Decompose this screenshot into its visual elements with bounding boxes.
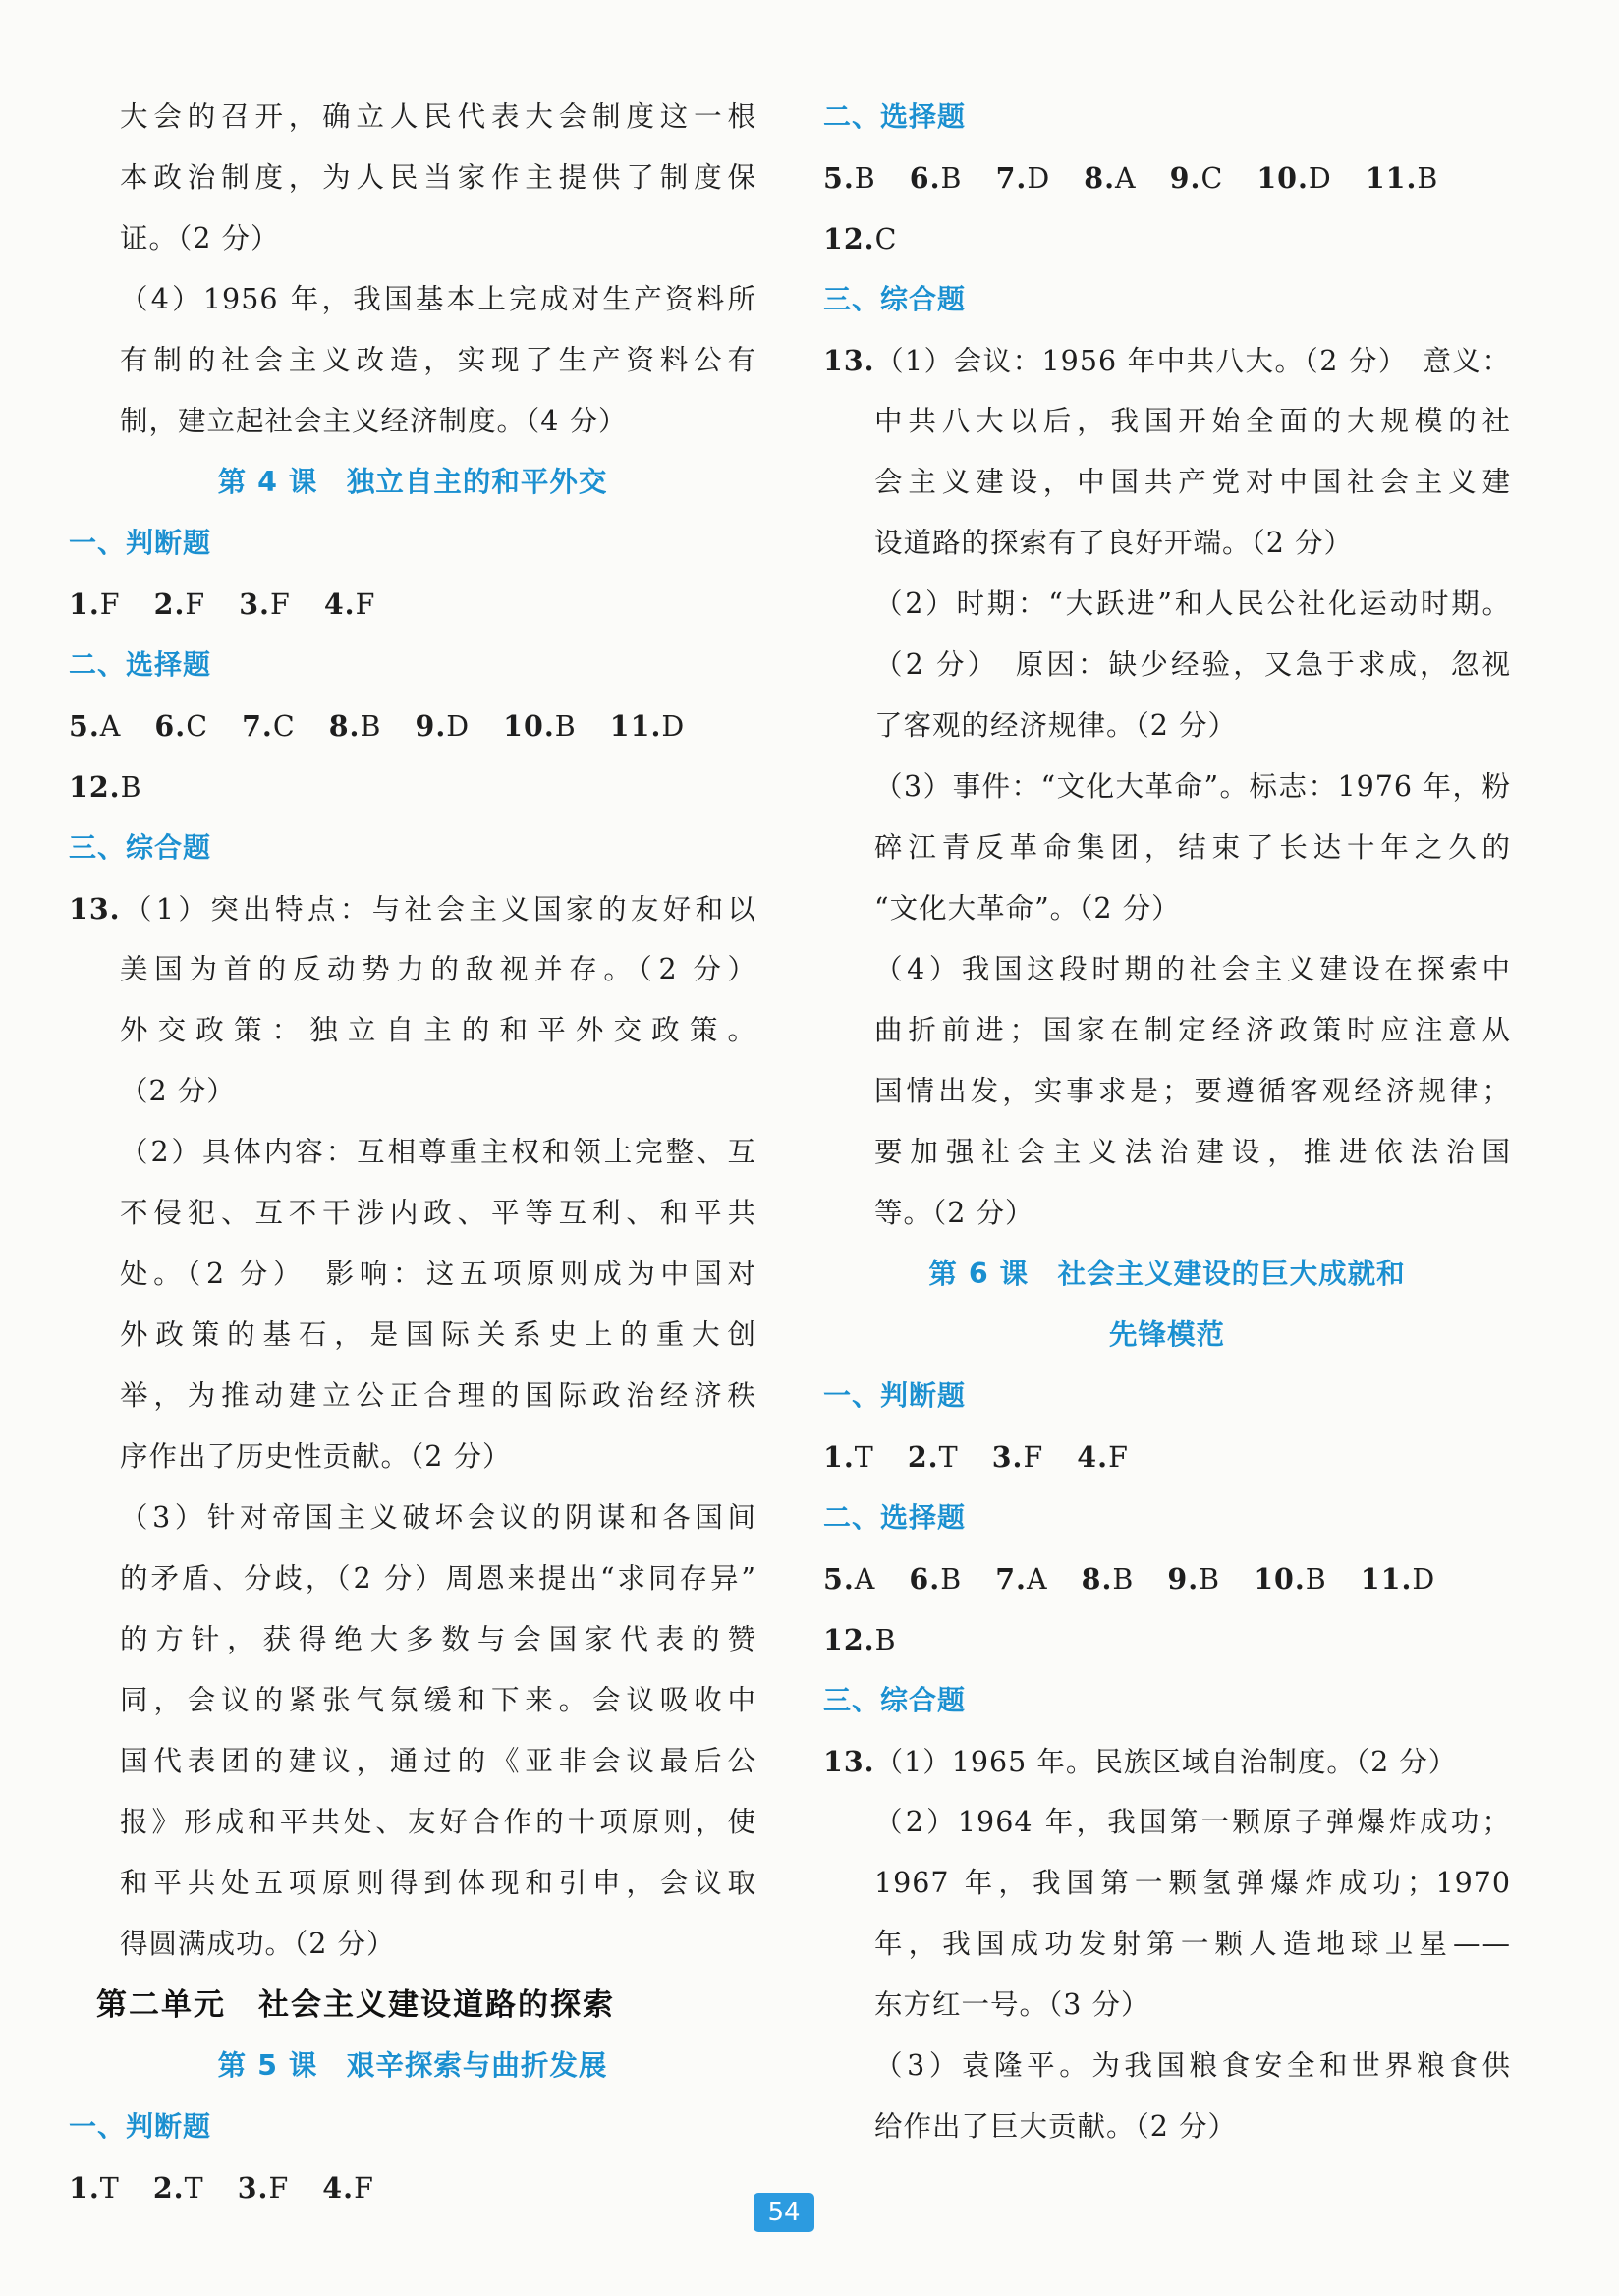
text-line: 要加强社会主义法治建设，推进依法治国 bbox=[874, 1136, 1511, 1168]
text-line: 证。（2 分） bbox=[120, 222, 280, 254]
text-line: 本政治制度，为人民当家作主提供了制度保 bbox=[120, 161, 756, 194]
section-heading: 二、选择题 bbox=[823, 100, 967, 133]
answer-row: 5.A 6.B 7.A 8.B 9.B 10.B 11.D bbox=[823, 1562, 1436, 1596]
lesson-5-title: 第 5 课 艰辛探索与曲折发展 bbox=[217, 2049, 608, 2082]
lesson-4-title: 第 4 课 独立自主的和平外交 bbox=[217, 466, 608, 498]
text-line: 年，我国成功发射第一颗人造地球卫星—— bbox=[874, 1928, 1511, 1960]
section-heading: 一、判断题 bbox=[69, 527, 212, 559]
text-line: 序作出了历史性贡献。（2 分） bbox=[120, 1440, 512, 1473]
text-line: （2）时期：“大跃进”和人民公社化运动时期。 bbox=[874, 588, 1511, 620]
text-line: 举，为推动建立公正合理的国际政治经济秩 bbox=[120, 1379, 756, 1412]
text-line: 中共八大以后，我国开始全面的大规模的社 bbox=[874, 405, 1511, 437]
lesson-6-title: 第 6 课 社会主义建设的巨大成就和 bbox=[928, 1258, 1406, 1290]
text-line: （3）袁隆平。为我国粮食安全和世界粮食供 bbox=[874, 2049, 1511, 2082]
answer-row: 1.F 2.F 3.F 4.F bbox=[69, 588, 376, 621]
section-heading: 一、判断题 bbox=[823, 1379, 967, 1412]
text-line: 曲折前进；国家在制定经济政策时应注意从 bbox=[874, 1014, 1511, 1046]
answer-row: 5.A 6.C 7.C 8.B 9.D 10.B 11.D bbox=[69, 709, 686, 743]
text-line: 有制的社会主义改造，实现了生产资料公有 bbox=[120, 344, 756, 376]
text-line: （2 分） 原因：缺少经验，又急于求成，忽视 bbox=[874, 648, 1511, 681]
answer-row: 1.T 2.T 3.F 4.F bbox=[69, 2171, 374, 2205]
text-line: 和平共处五项原则得到体现和引申，会议取 bbox=[120, 1867, 756, 1899]
left-column bbox=[69, 86, 756, 2218]
section-heading: 三、综合题 bbox=[823, 283, 967, 315]
text-line: （4）1956 年，我国基本上完成对生产资料所 bbox=[120, 283, 756, 315]
text-line: 1967 年，我国第一颗氢弹爆炸成功；1970 bbox=[874, 1867, 1511, 1899]
text-line: 报》形成和平共处、友好合作的十项原则，使 bbox=[120, 1806, 756, 1838]
text-line: 处。（2 分） 影响：这五项原则成为中国对 bbox=[120, 1258, 756, 1290]
section-heading: 二、选择题 bbox=[823, 1501, 967, 1534]
answer-row: 5.B 6.B 7.D 8.A 9.C 10.D 11.B bbox=[823, 161, 1439, 195]
text-line: 了客观的经济规律。（2 分） bbox=[874, 709, 1237, 742]
text-line: 得圆满成功。（2 分） bbox=[120, 1928, 396, 1960]
text-line: 13.（1）会议：1956 年中共八大。（2 分） 意义： bbox=[823, 344, 1511, 377]
page-number: 54 bbox=[754, 2193, 814, 2232]
text-line: 大会的召开，确立人民代表大会制度这一根 bbox=[120, 100, 756, 133]
text-line: （2）1964 年，我国第一颗原子弹爆炸成功； bbox=[874, 1806, 1511, 1838]
text-line: 制，建立起社会主义经济制度。（4 分） bbox=[120, 405, 628, 437]
text-line: 等。（2 分） bbox=[874, 1197, 1034, 1229]
lesson-6-title-cont: 先锋模范 bbox=[1108, 1318, 1225, 1351]
text-line: 不侵犯、互不干涉内政、平等互利、和平共 bbox=[120, 1197, 756, 1229]
text-line: 美国为首的反动势力的敌视并存。（2 分） bbox=[120, 953, 756, 985]
text-line: （2）具体内容：互相尊重主权和领土完整、互 bbox=[120, 1136, 756, 1168]
text-line: 国代表团的建议，通过的《亚非会议最后公 bbox=[120, 1745, 756, 1777]
section-heading: 一、判断题 bbox=[69, 2110, 212, 2143]
right-column bbox=[823, 86, 1511, 2157]
unit-2-title: 第二单元 社会主义建设道路的探索 bbox=[96, 1988, 615, 2023]
text-line: 设道路的探索有了良好开端。（2 分） bbox=[874, 527, 1353, 559]
answer-row: 12.C bbox=[823, 222, 898, 255]
answer-row: 12.B bbox=[823, 1623, 897, 1656]
section-heading: 二、选择题 bbox=[69, 648, 212, 681]
text-line: 13.（1）1965 年。民族区域自治制度。（2 分） bbox=[823, 1745, 1458, 1778]
section-heading: 三、综合题 bbox=[69, 831, 212, 864]
section-heading: 三、综合题 bbox=[823, 1684, 967, 1716]
answer-row: 12.B bbox=[69, 770, 142, 804]
text-line: 碎江青反革命集团，结束了长达十年之久的 bbox=[874, 831, 1511, 864]
text-line: 给作出了巨大贡献。（2 分） bbox=[874, 2110, 1237, 2143]
text-line: （2 分） bbox=[120, 1075, 236, 1107]
text-line: 外政策的基石，是国际关系史上的重大创 bbox=[120, 1318, 756, 1351]
text-line: 国情出发，实事求是；要遵循客观经济规律； bbox=[874, 1075, 1511, 1107]
text-line: 13.（1）突出特点：与社会主义国家的友好和以 bbox=[69, 892, 756, 925]
text-line: “文化大革命”。（2 分） bbox=[874, 892, 1181, 924]
text-line: （3）事件：“文化大革命”。标志：1976 年，粉 bbox=[874, 770, 1511, 803]
text-line: 东方红一号。（3 分） bbox=[874, 1988, 1150, 2021]
text-line: （4）我国这段时期的社会主义建设在探索中 bbox=[874, 953, 1511, 985]
text-line: 的方针，获得绝大多数与会国家代表的赞 bbox=[120, 1623, 756, 1655]
answer-row: 1.T 2.T 3.F 4.F bbox=[823, 1440, 1129, 1474]
text-line: 同，会议的紧张气氛缓和下来。会议吸收中 bbox=[120, 1684, 756, 1716]
text-line: 会主义建设，中国共产党对中国社会主义建 bbox=[874, 466, 1511, 498]
text-line: 外交政策：独立自主的和平外交政策。 bbox=[120, 1014, 756, 1046]
text-line: （3）针对帝国主义破坏会议的阴谋和各国间 bbox=[120, 1501, 756, 1534]
text-line: 的矛盾、分歧，（2 分）周恩来提出“求同存异” bbox=[120, 1562, 756, 1595]
